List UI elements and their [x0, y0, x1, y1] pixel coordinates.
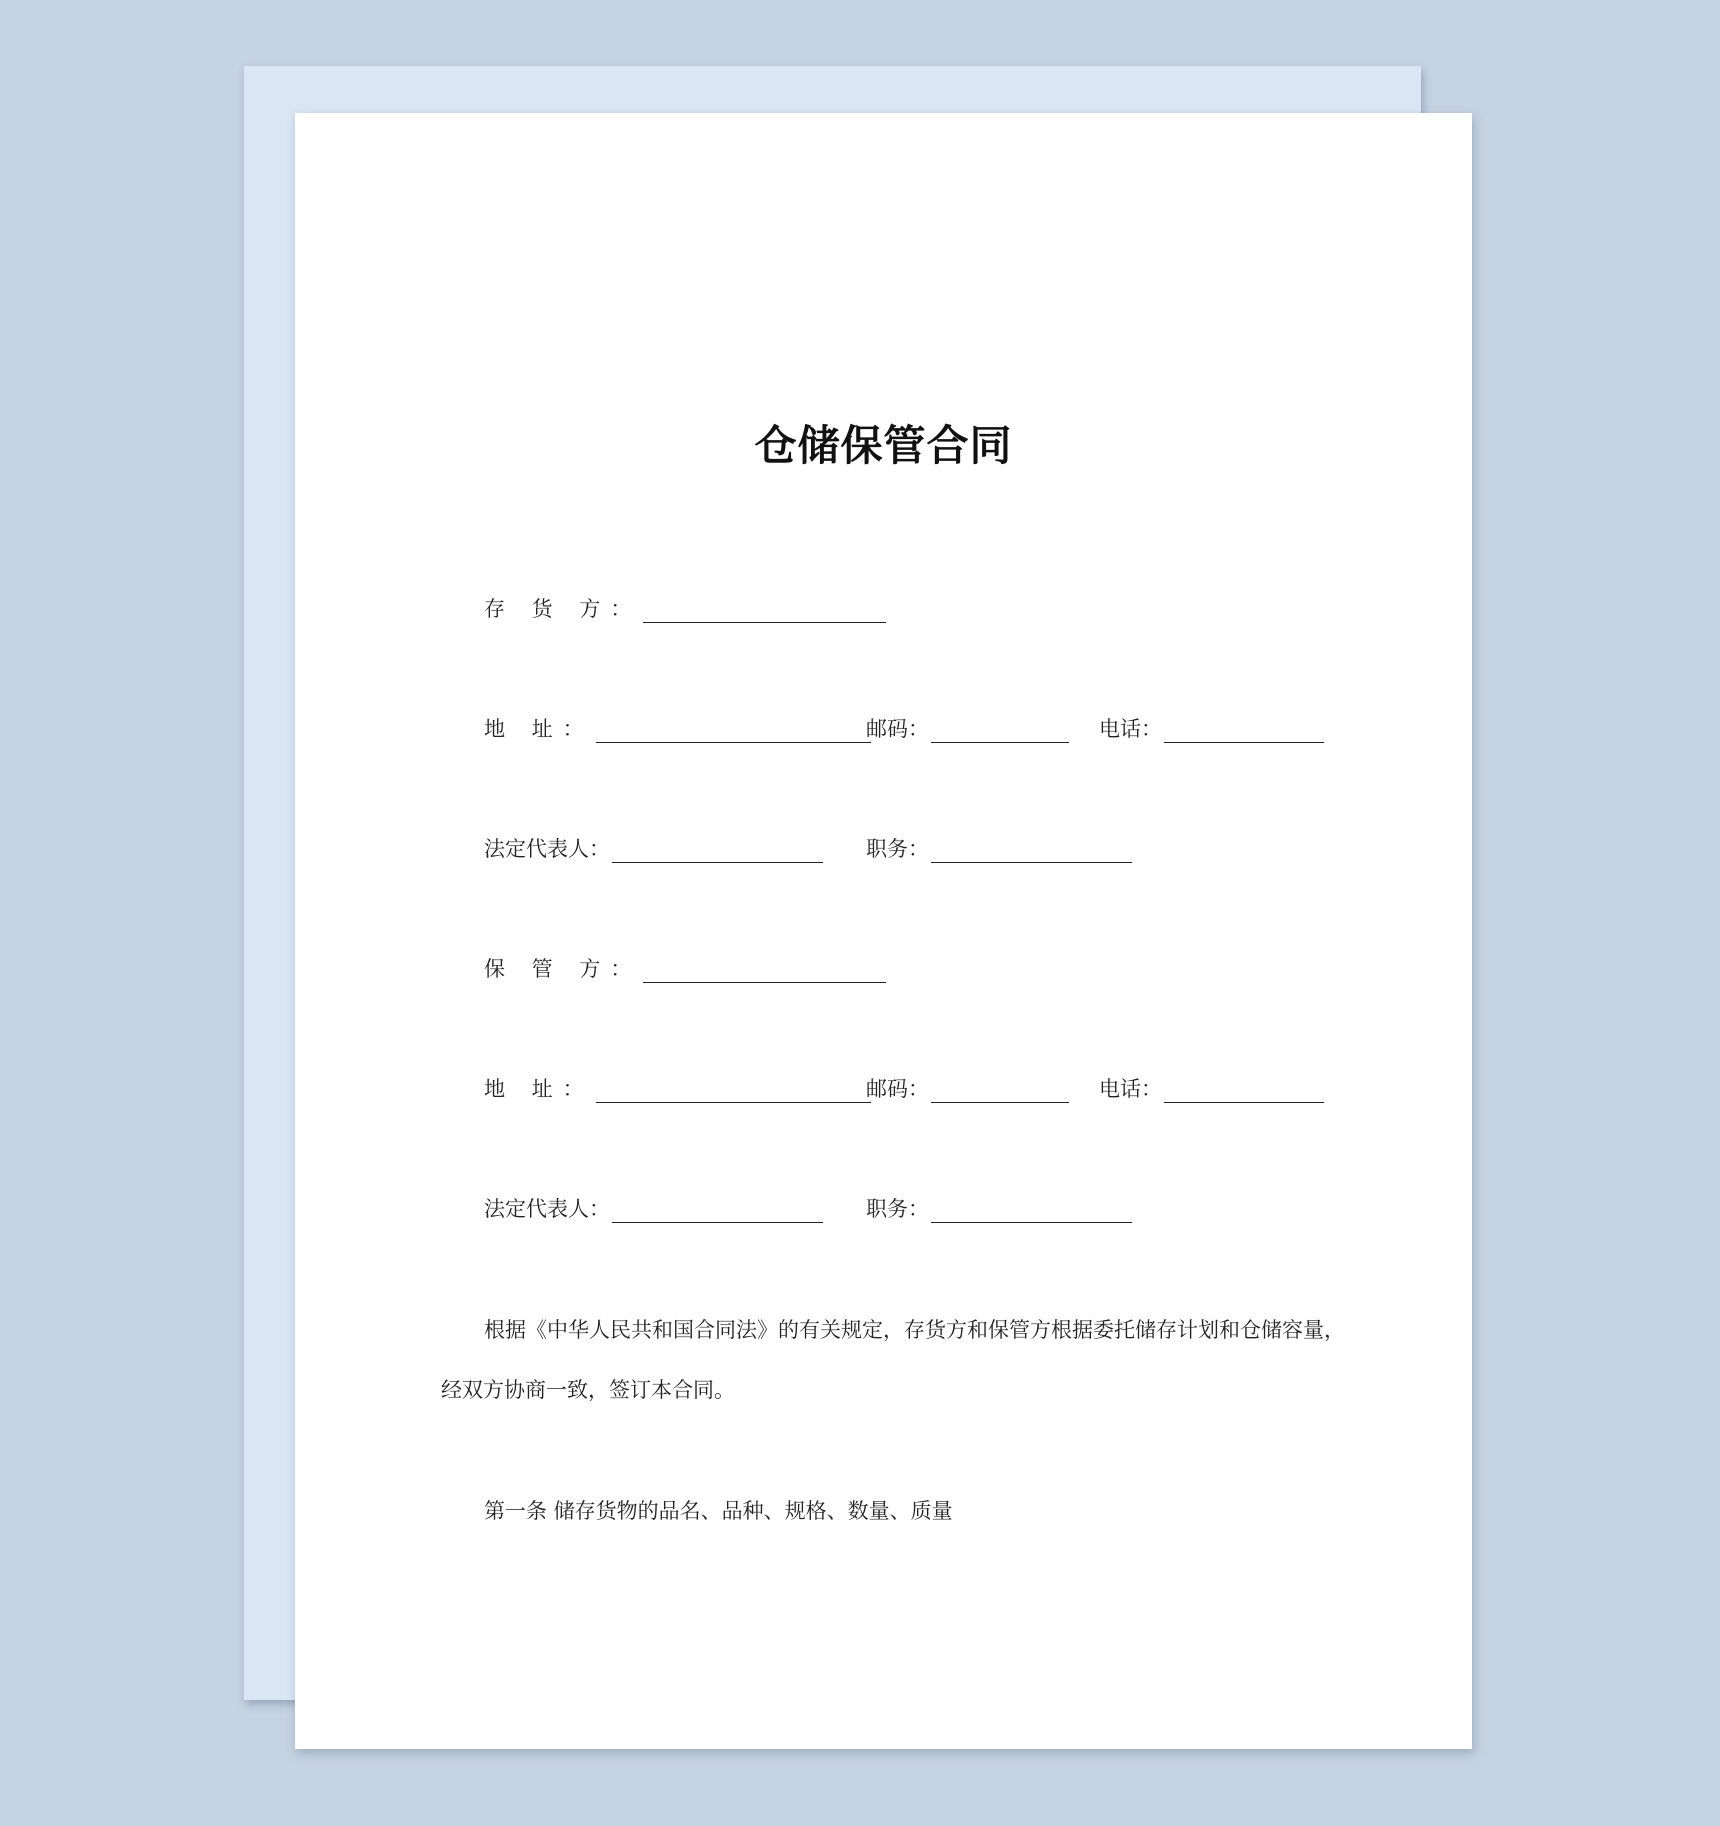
depositor-address-label: 地 址：	[484, 717, 594, 741]
custodian-party-field	[484, 955, 886, 983]
custodian-address-field	[484, 1075, 871, 1103]
depositor-position-blank[interactable]	[931, 840, 1132, 863]
custodian-phone-blank[interactable]	[1164, 1080, 1324, 1103]
depositor-contact-row	[295, 715, 1472, 755]
custodian-legal-rep-blank[interactable]	[612, 1200, 823, 1223]
document-page	[295, 113, 1472, 1749]
depositor-party-field	[484, 595, 886, 623]
custodian-position-field	[866, 1195, 1132, 1223]
custodian-rep-row	[295, 1195, 1472, 1235]
custodian-phone-field	[1099, 1075, 1324, 1103]
depositor-position-label: 职务：	[866, 837, 929, 861]
custodian-party-blank[interactable]	[643, 960, 886, 983]
custodian-legal-rep-field	[484, 1195, 823, 1223]
custodian-party-row	[295, 955, 1472, 995]
intro-paragraph-line1: 根据《中华人民共和国合同法》的有关规定，存货方和保管方根据委托储存计划和仓储容量，	[484, 1318, 1345, 1342]
depositor-legal-rep-field	[484, 835, 823, 863]
custodian-address-blank[interactable]	[596, 1080, 871, 1103]
custodian-postcode-field	[866, 1075, 1069, 1103]
depositor-phone-field	[1099, 715, 1324, 743]
custodian-postcode-blank[interactable]	[931, 1080, 1069, 1103]
custodian-party-label: 保 管 方：	[484, 957, 642, 981]
custodian-position-label: 职务：	[866, 1197, 929, 1221]
intro-paragraph-line2: 经双方协商一致，签订本合同。	[441, 1378, 735, 1402]
depositor-position-field	[866, 835, 1132, 863]
depositor-postcode-label: 邮码：	[866, 717, 929, 741]
custodian-phone-label: 电话：	[1099, 1077, 1162, 1101]
depositor-address-field	[484, 715, 871, 743]
custodian-legal-rep-label: 法定代表人：	[484, 1197, 610, 1221]
depositor-postcode-field	[866, 715, 1069, 743]
article-1-heading: 第一条 储存货物的品名、品种、规格、数量、质量	[484, 1499, 953, 1523]
custodian-contact-row	[295, 1075, 1472, 1115]
depositor-postcode-blank[interactable]	[931, 720, 1069, 743]
depositor-rep-row	[295, 835, 1472, 875]
depositor-phone-blank[interactable]	[1164, 720, 1324, 743]
depositor-legal-rep-blank[interactable]	[612, 840, 823, 863]
depositor-legal-rep-label: 法定代表人：	[484, 837, 610, 861]
custodian-address-label: 地 址：	[484, 1077, 594, 1101]
depositor-party-blank[interactable]	[643, 600, 886, 623]
custodian-postcode-label: 邮码：	[866, 1077, 929, 1101]
depositor-address-blank[interactable]	[596, 720, 871, 743]
custodian-position-blank[interactable]	[931, 1200, 1132, 1223]
depositor-phone-label: 电话：	[1099, 717, 1162, 741]
document-title: 仓储保管合同	[754, 421, 1013, 470]
depositor-party-row	[295, 595, 1472, 635]
depositor-party-label: 存 货 方：	[484, 597, 642, 621]
